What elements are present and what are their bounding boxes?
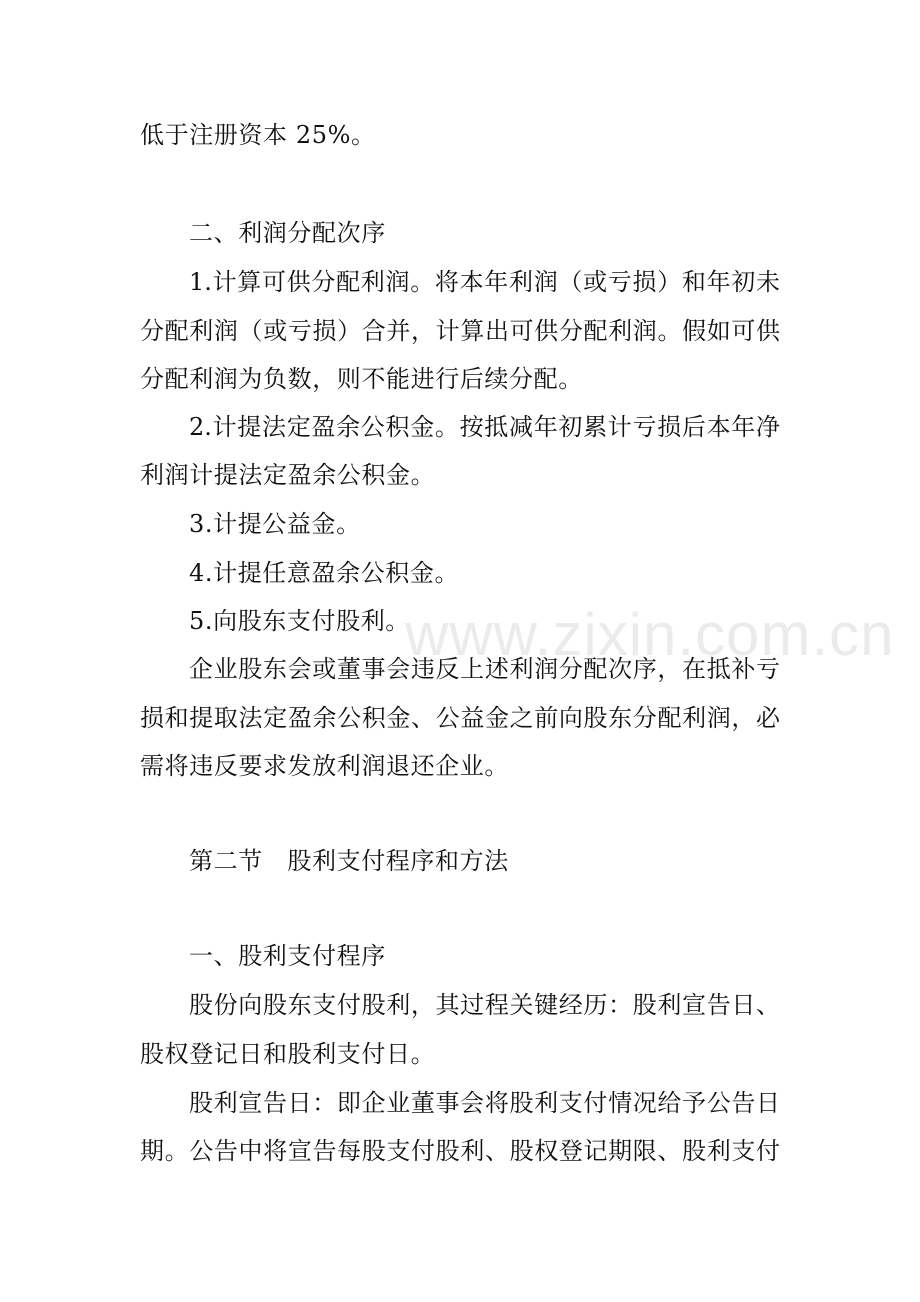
paragraph-line: 2.计提法定盈余公积金。按抵减年初累计亏损后本年净 bbox=[189, 413, 780, 441]
list-item: 5.向股东支付股利。 bbox=[189, 607, 410, 635]
paragraph-line: 股权登记日和股利支付日。 bbox=[140, 1040, 436, 1068]
paragraph-line: 股利宣告日：即企业董事会将股利支付情况给予公告日 bbox=[189, 1089, 780, 1117]
paragraph-line: 期。公告中将宣告每股支付股利、股权登记期限、股利支付 bbox=[140, 1137, 780, 1165]
list-item: 4.计提任意盈余公积金。 bbox=[189, 559, 460, 587]
paragraph-line: 分配利润为负数，则不能进行后续分配。 bbox=[140, 365, 583, 393]
paragraph-line: 分配利润（或亏损）合并，计算出可供分配利润。假如可供 bbox=[140, 317, 780, 345]
paragraph-line: 利润计提法定盈余公积金。 bbox=[140, 461, 436, 489]
watermark: www.zixin.com.cn bbox=[405, 601, 895, 668]
section-heading: 一、股利支付程序 bbox=[189, 942, 386, 970]
section-heading: 二、利润分配次序 bbox=[189, 219, 386, 247]
chapter-section-title: 第二节 股利支付程序和方法 bbox=[189, 847, 509, 875]
paragraph-line: 损和提取法定盈余公积金、公益金之前向股东分配利润，必 bbox=[140, 704, 780, 732]
paragraph-line: 1.计算可供分配利润。将本年利润（或亏损）和年初未 bbox=[189, 268, 780, 296]
paragraph-line: 企业股东会或董事会违反上述利润分配次序，在抵补亏 bbox=[189, 655, 780, 683]
paragraph-line: 股份向股东支付股利，其过程关键经历：股利宣告日、 bbox=[189, 991, 780, 1019]
list-item: 3.计提公益金。 bbox=[189, 510, 361, 538]
paragraph-line: 低于注册资本 25%。 bbox=[140, 121, 376, 149]
paragraph-line: 需将违反要求发放利润退还企业。 bbox=[140, 752, 509, 780]
